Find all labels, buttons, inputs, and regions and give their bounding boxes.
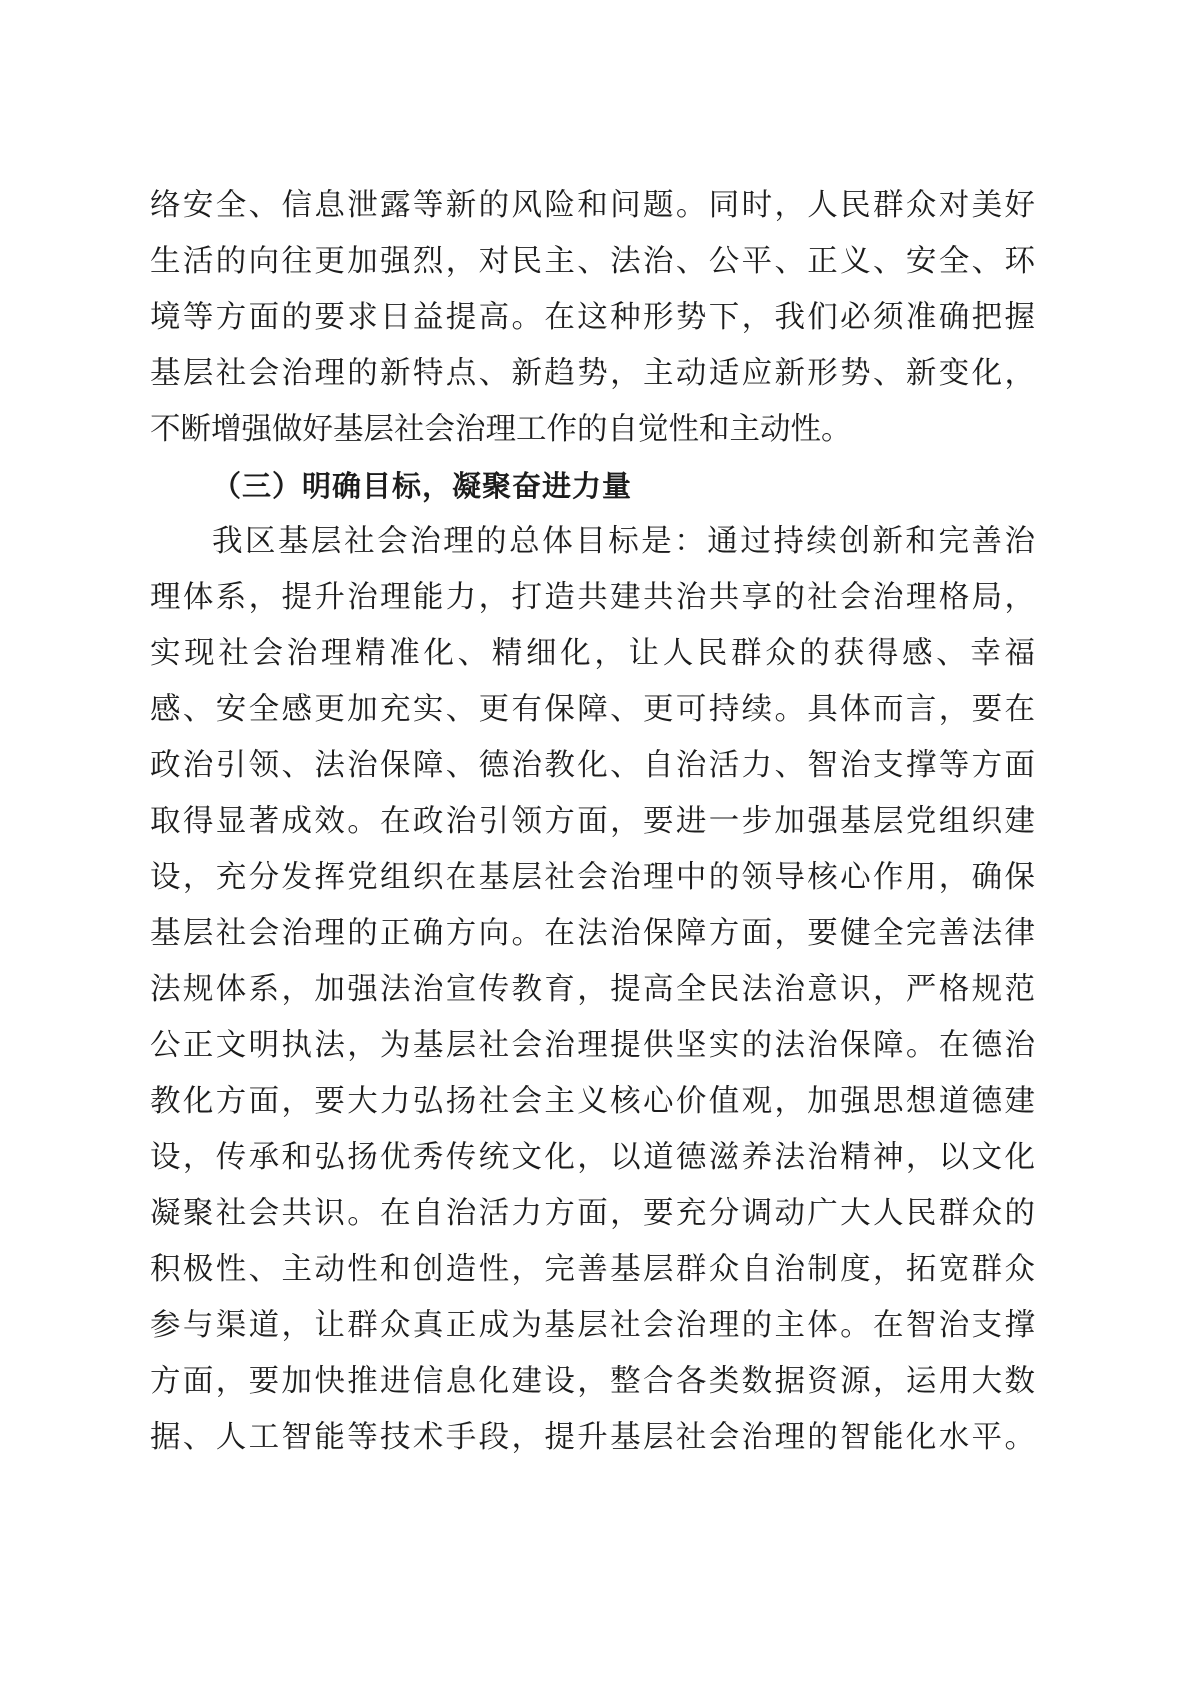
body-text-line: 境等方面的要求日益提高。在这种形势下，我们必须准确把握: [150, 300, 1035, 335]
body-text-line: 方面，要加快推进信息化建设，整合各类数据资源，运用大数: [150, 1364, 1035, 1399]
body-text-line: 公正文明执法，为基层社会治理提供坚实的法治保障。在德治: [150, 1028, 1035, 1063]
body-text-line: 实现社会治理精准化、精细化，让人民群众的获得感、幸福: [150, 636, 1035, 671]
body-text-line: 理体系，提升治理能力，打造共建共治共享的社会治理格局，: [150, 580, 1035, 615]
body-text-line: 络安全、信息泄露等新的风险和问题。同时，人民群众对美好: [150, 188, 1035, 223]
body-text-line: 基层社会治理的正确方向。在法治保障方面，要健全完善法律: [150, 916, 1035, 951]
body-text-line: 参与渠道，让群众真正成为基层社会治理的主体。在智治支撑: [150, 1308, 1035, 1343]
body-text-line: 政治引领、法治保障、德治教化、自治活力、智治支撑等方面: [150, 748, 1035, 783]
body-text-line: 积极性、主动性和创造性，完善基层群众自治制度，拓宽群众: [150, 1252, 1035, 1287]
body-text-line: 凝聚社会共识。在自治活力方面，要充分调动广大人民群众的: [150, 1196, 1035, 1231]
body-text-line: 法规体系，加强法治宣传教育，提高全民法治意识，严格规范: [150, 972, 1035, 1007]
body-text-line: 设，传承和弘扬优秀传统文化，以道德滋养法治精神，以文化: [150, 1140, 1035, 1175]
body-text-line: 生活的向往更加强烈，对民主、法治、公平、正义、安全、环: [150, 244, 1035, 279]
body-text-line: 据、人工智能等技术手段，提升基层社会治理的智能化水平。: [150, 1420, 1035, 1455]
body-text-line: 不断增强做好基层社会治理工作的自觉性和主动性。: [150, 412, 852, 447]
body-text-line: 教化方面，要大力弘扬社会主义核心价值观，加强思想道德建: [150, 1084, 1035, 1119]
body-text-line: 基层社会治理的新特点、新趋势，主动适应新形势、新变化，: [150, 356, 1035, 391]
body-text-line: 我区基层社会治理的总体目标是：通过持续创新和完善治: [212, 524, 1035, 559]
body-text-line: 设，充分发挥党组织在基层社会治理中的领导核心作用，确保: [150, 860, 1035, 895]
section-heading: （三）明确目标，凝聚奋进力量: [212, 469, 633, 503]
body-text-line: 取得显著成效。在政治引领方面，要进一步加强基层党组织建: [150, 804, 1035, 839]
body-text-line: 感、安全感更加充实、更有保障、更可持续。具体而言，要在: [150, 692, 1035, 727]
